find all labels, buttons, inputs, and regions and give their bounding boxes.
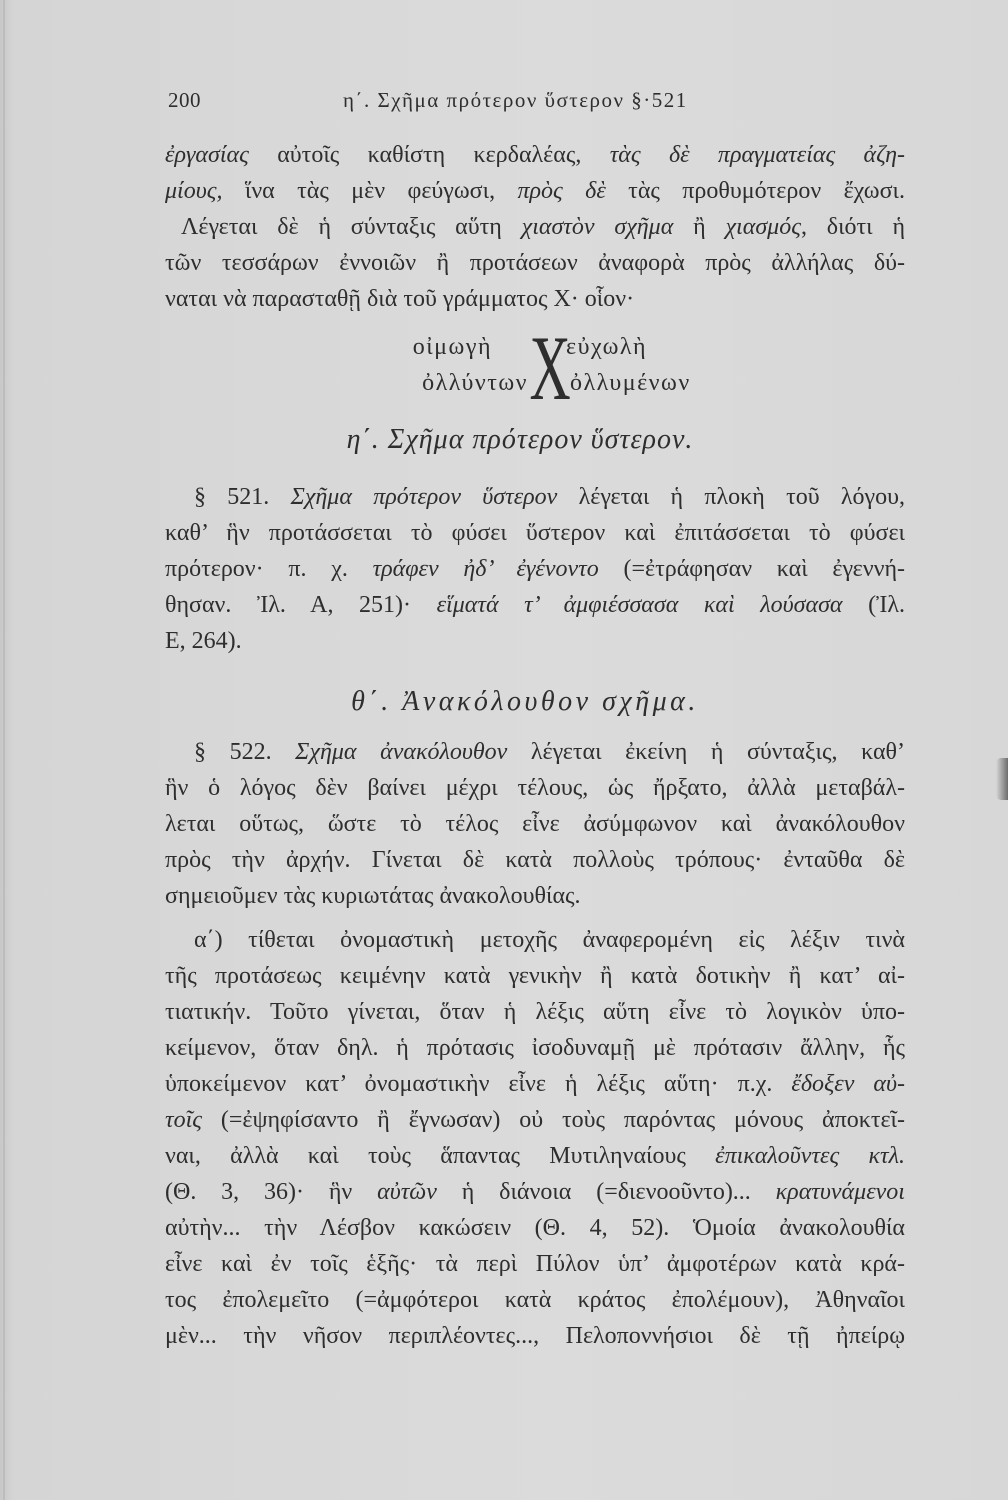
text-line [165,1318,905,1354]
text-run: ἡ διάνοια (=διενοοῦντο)... [436,1179,776,1205]
text-run: ναι, ἀλλὰ καὶ τοὺς ἅπαντας Μυτιληναίους [165,1143,716,1169]
chiasm-letter: Χ [529,317,571,419]
text-run: τιατικήν. Τοῦτο γίνεται, ὅταν ἡ λέξις αὕτη εἶνε τὸ λογικὸν ὑπο- [165,999,905,1025]
emphasized-run: μίους, [165,178,223,204]
text-run: , διότι ἡ [800,214,905,240]
emphasized-run: εἵματά τ’ ἀμφιέσσασα καὶ λούσασα [436,592,843,618]
text-run: ὑποκείμενον κατ’ ὀνομαστικὴν εἶνε ἡ λέξις αὕτη· π.χ. [165,1071,792,1097]
text-run: § 521. [194,484,291,510]
text-run: πρότερον· π. χ. [165,556,373,582]
chiasm-word-bottom-right: ὀλλυμένων [570,370,691,396]
text-run: λέγεται ἡ πλοκὴ τοῦ λόγου, [557,484,905,510]
emphasized-run: αὐτῶν [377,1179,437,1205]
chiasm-word-top-left: οἰμωγὴ [412,334,492,360]
paragraph-522 [165,734,905,914]
text-run: Λέγεται δὲ ἡ σύνταξις αὕτη [181,214,522,240]
paragraph-522-case-a [165,922,905,1354]
text-line [165,1066,905,1102]
chiasm-word-bottom-left: ὀλλύντων [422,370,528,396]
scan-page-edge [3,0,5,1500]
text-run: αὐτοῖς καθίστη κερδαλέας, [248,142,610,168]
emphasized-run: πρὸς δὲ [517,178,606,204]
chiasm-diagram [400,317,700,419]
emphasized-run: Σχῆμα πρότερον ὕστερον [290,484,558,510]
paragraph-521 [165,479,905,659]
text-line [165,958,905,994]
text-run: λεται οὕτως, ὥστε τὸ τέλος εἶνε ἀσύμφωνον καὶ ἀνακόλουθον [165,811,905,837]
text-run: λέγεται ἐκείνη ἡ σύνταξις, καθ’ [507,739,905,765]
text-run: εἶνε καὶ ἐν τοῖς ἑξῆς· τὰ περὶ Πύλον ὑπ’ ἀμφοτέρων κατὰ κρά- [165,1251,905,1277]
emphasized-run: ἐργασίας [165,142,249,168]
text-run: ναται νὰ παρασταθῇ διὰ τοῦ γράμματος Χ· οἷον· [165,286,635,312]
section-heading-eta: η΄. Σχῆμα πρότερον ὕστερον. [346,424,694,455]
text-line [165,1282,905,1318]
emphasized-run: ἔδοξεν αὐ- [791,1071,905,1097]
text-line [165,137,905,173]
emphasized-run: χιασμός [725,214,801,240]
text-line [165,878,905,914]
text-line [165,209,905,245]
text-run: (=ἐτράφησαν καὶ ἐγεννή- [598,556,905,582]
text-line [165,1030,905,1066]
text-line [165,1138,905,1174]
emphasized-run: ἐπικαλοῦντες κτλ. [715,1143,905,1169]
text-run: (=ἐψηφίσαντο ἢ ἔγνωσαν) οὐ τοὺς παρόντας μόνους ἀποκτεῖ- [202,1107,905,1133]
emphasized-run: κρατυνάμενοι [775,1179,905,1205]
emphasized-run: Σχῆμα ἀνακόλουθον [295,739,508,765]
text-line [165,515,905,551]
text-line [165,623,905,659]
emphasized-run: τράφεν ἠδ’ ἐγένοντο [372,556,599,582]
emphasized-run: τὰς δὲ πραγματείας ἀζη- [609,142,905,168]
text-line [165,770,905,806]
emphasized-run: χιαστὸν σχῆμα [521,214,674,240]
text-line [165,587,905,623]
text-line [165,922,905,958]
text-run: α΄) τίθεται ὀνομαστικὴ μετοχῆς ἀναφερομένη εἰς λέξιν τινὰ [194,927,905,953]
text-run: θησαν. Ἰλ. Α, 251)· [165,592,437,618]
text-line [165,281,905,317]
text-run: τὰς προθυμότερον ἔχωσι. [605,178,905,204]
text-run: ἢ [673,214,726,240]
text-run: (Ἰλ. [842,592,905,618]
text-line [165,173,905,209]
text-line [165,551,905,587]
text-line [165,245,905,281]
text-run: σημειοῦμεν τὰς κυριωτάτας ἀνακολουθίας. [165,883,581,909]
scan-binding-mark [996,758,1008,800]
text-run: μὲν... τὴν νῆσον περιπλέοντες..., Πελοποννήσιοι δὲ τῇ ἠπείρῳ [165,1323,905,1349]
text-line [165,1174,905,1210]
text-run: ἣν ὁ λόγος δὲν βαίνει μέχρι τέλους, ὡς ἤρξατο, ἀλλὰ μεταβάλ- [165,775,905,801]
text-run: καθ’ ἣν προτάσσεται τὸ φύσει ὕστερον καὶ ἐπιτάσσεται τὸ φύσει [165,520,905,546]
text-line [165,1210,905,1246]
section-heading-theta: θ΄. Ἀνακόλουθον σχῆμα. [351,686,699,717]
chiasm-word-top-right: εὐχωλὴ [566,334,648,360]
text-run: τος ἐπολεμεῖτο (=ἀμφότεροι κατὰ κράτος ἐπολέμουν), Ἀθηναῖοι [165,1287,905,1313]
text-run: πρὸς τὴν ἀρχήν. Γίνεται δὲ κατὰ πολλοὺς τρόπους· ἐνταῦθα δὲ [165,847,905,873]
page-number: 200 [168,88,201,112]
running-head: η΄. Σχῆμα πρότερον ὕστερον §·521 [343,88,688,112]
emphasized-run: τοῖς [165,1107,202,1133]
text-line [165,806,905,842]
text-line [165,734,905,770]
text-run: Ε, 264). [165,628,242,654]
text-line [165,479,905,515]
text-run: (Θ. 3, 36)· ἣν [165,1179,378,1205]
text-run: § 522. [194,739,296,765]
text-run: τῶν τεσσάρων ἐννοιῶν ἢ προτάσεων ἀναφορὰ πρὸς ἀλλήλας δύ- [165,250,905,276]
text-line [165,842,905,878]
text-line [165,1246,905,1282]
text-line [165,1102,905,1138]
text-run: ἵνα τὰς μὲν φεύγωσι, [222,178,518,204]
text-run: τῆς προτάσεως κειμένην κατὰ γενικὴν ἢ κατὰ δοτικὴν ἢ κατ’ αἰ- [165,963,905,989]
text-run: αὐτὴν... τὴν Λέσβον κακώσειν (Θ. 4, 52). Ὁμοία ἀνακολουθία [165,1215,905,1241]
intro-paragraph [165,137,905,317]
text-line [165,994,905,1030]
text-run: κείμενον, ὅταν δηλ. ἡ πρότασις ἰσοδυναμῇ μὲ πρότασιν ἄλλην, ἧς [165,1035,905,1061]
